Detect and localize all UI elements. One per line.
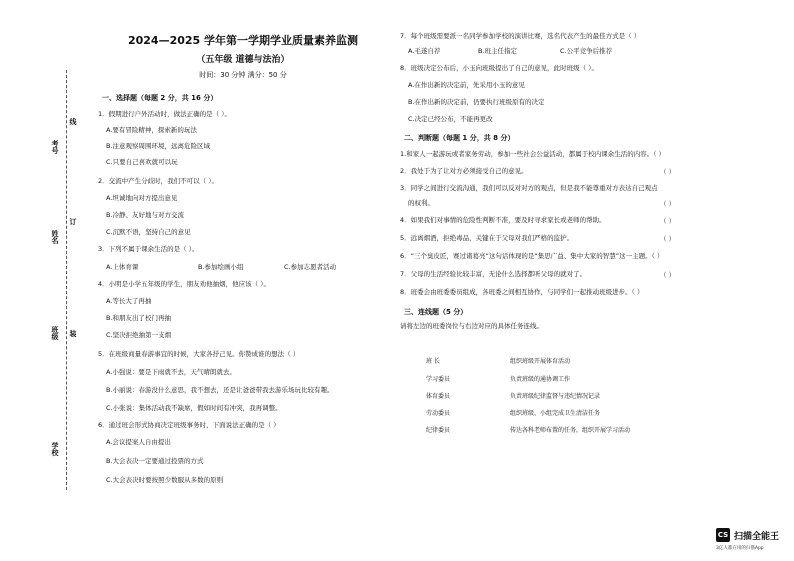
section-choice: 一、选择题（每题 2 分，共 16 分）: [102, 94, 218, 102]
option: C.大会表决时要按照少数服从多数的原则: [106, 476, 224, 484]
option: A.等长大了再抽: [106, 297, 152, 305]
exam-number-label: 考号: [51, 140, 59, 154]
exam-subtitle: （五年级 道德与法治）: [196, 55, 290, 65]
option: A.上体育课: [106, 263, 139, 271]
exam-title: 2024—2025 学年第一学期学业质量素养监测: [127, 34, 359, 47]
binding-staple-mark: 订: [69, 218, 77, 225]
option: C.参加志愿者活动: [284, 263, 337, 271]
judge-2: 2．我处于为了让对方必须接受自己的意见。: [400, 167, 528, 175]
class-label: 班级: [51, 326, 59, 340]
question-8: 8．班级决定公布后，小玉向班级提出了自己的意见，此时班级（ ）。: [400, 64, 598, 72]
option: A.毛遂自荐: [408, 47, 441, 55]
option: B.冷静、友好地与对方交流: [106, 211, 185, 219]
school-label: 学校: [51, 442, 59, 456]
match-left-5: 纪律委员: [426, 427, 451, 434]
judge-3: 3．同学之间进行交流沟通，我们可以反对对方的观点，但是我不能尊重对方表达自己观点: [400, 184, 658, 192]
binding-pack-mark: 装: [69, 330, 77, 337]
answer-blank: （ ）: [660, 200, 676, 208]
name-label: 姓名: [51, 230, 59, 244]
judge-7: 7．父母的生活经验比较丰富，无论什么选择都听父母的就对了。: [400, 270, 587, 278]
section-judge: 二、判断题（每题 1 分，共 8 分）: [404, 134, 515, 142]
match-right-5: 传达各科老师布置的任务，组织开展学习活动: [510, 427, 631, 434]
question-5: 5．在班级商量春游事宜的时候，大家各抒己见。你赞成谁的想法（ ）: [98, 350, 300, 358]
question-1: 1．假期进行户外活动时，做法正确的是（ ）。: [98, 110, 231, 118]
answer-blank: （ ）: [660, 235, 676, 243]
match-instruction: 请将左边的班委岗位与右边对应的具体任务连线。: [400, 322, 543, 330]
option: B.注意观察周围环境，远离危险区域: [106, 142, 211, 150]
camscanner-tagline: 3亿人都在用的扫描App: [716, 546, 764, 551]
option: B.和朋友出了校门再抽: [106, 314, 172, 322]
option: C.坚决拒绝抽第一支烟: [106, 331, 172, 339]
option: B.小丽说：春游没什么意思，我不想去，还是让爸爸带我去游乐场玩比较有趣。: [106, 386, 334, 394]
question-6: 6．通过班会形式协商决定班级事务时，下面说法正确的是（ ）: [98, 421, 280, 429]
binding-margin: [0, 0, 80, 561]
question-3: 3．下列不属于课余生活的是（ ）。: [98, 245, 199, 253]
match-left-4: 劳动委员: [426, 410, 451, 417]
option: A.坦诚地向对方提出意见: [106, 194, 178, 202]
option: A.会议提案人自由提出: [106, 438, 171, 446]
answer-blank: （ ）: [660, 217, 676, 225]
exam-meta: 时间：30 分钟 满分：50 分: [199, 71, 287, 79]
option: B.参加绘画小组: [198, 263, 244, 271]
right-column: [400, 0, 695, 561]
match-right-3: 负责班级纪律监督与违纪情况记录: [510, 393, 601, 400]
question-2: 2．交流中产生分歧时，我们不可以（ ）。: [98, 177, 218, 185]
judge-4: 4．如果我们对事情的危险性判断不准，要及时寻求家长或老师的帮助。: [400, 216, 606, 224]
left-column: [98, 0, 388, 561]
match-left-3: 体育委员: [426, 393, 451, 400]
judge-8: 8．班委会由班委委员组成，各班委之间相互协作，与同学们一起推动班级进步。（ ）: [400, 288, 644, 296]
option: C.公平竞争后推荐: [560, 47, 613, 55]
judge-5: 5．远离烟酒，拒绝毒品，关键在于父母对我们严格的监护。: [400, 234, 574, 242]
match-right-4: 组织班级、小组完成卫生清洁任务: [510, 410, 601, 417]
option: C.决定已经公布，不能再更改: [408, 115, 493, 123]
question-4: 4．小明是小学五年级的学生，朋友劝他抽烟，他应该（ ）。: [98, 280, 270, 288]
answer-blank: （ ）: [660, 168, 676, 176]
camscanner-logo-icon: CS: [716, 528, 730, 542]
option: C.只要自己喜欢就可以玩: [106, 158, 178, 166]
cut-line: [66, 70, 67, 490]
match-left-1: 班 长: [426, 358, 440, 365]
section-match: 三、连线题（5 分）: [404, 308, 468, 316]
judge-1: 1.和家人一起游玩或者家务劳动，参加一些社会公益活动，都属于校内课余生活的内容。（ ）: [400, 150, 666, 158]
match-right-1: 组织班级开展体育活动: [510, 358, 571, 365]
judge-3-cont: 的权利。: [408, 199, 434, 207]
option: C.小张说：集体活动我不缺席，假如时间有冲突，我再调整。: [106, 404, 282, 412]
option: B.班主任指定: [478, 47, 518, 55]
camscanner-name: 扫描全能王: [734, 532, 780, 542]
match-right-2: 负责班级的通协调工作: [510, 376, 571, 383]
binding-line-mark: 线: [69, 118, 77, 125]
option: B.大会表决一定要通过投票的方式: [106, 457, 204, 465]
option: B.在作出新的决定前，仍要执行班级原有的决定: [408, 98, 545, 106]
match-left-2: 学习委员: [426, 376, 451, 383]
judge-6: 6．“三个臭皮匠，赛过诸葛亮”这句话体现的是“集思广益、集中大家的智慧”这一主题。（ ）: [400, 252, 664, 260]
option: A.在作出新的决定前，先采用小玉的意见: [408, 81, 525, 89]
option: A.要有冒险精神，探索新的玩法: [106, 126, 197, 134]
option: C.沉默不语，坚持自己的意见: [106, 228, 191, 236]
question-7: 7．每个班级需要派一名同学参加学校的演讲比赛，选名代表产生的最佳方式是（ ）: [400, 32, 641, 40]
answer-blank: （ ）: [660, 271, 676, 279]
option: A.小强说：要是下雨就不去，天气晴朗就去。: [106, 368, 236, 376]
